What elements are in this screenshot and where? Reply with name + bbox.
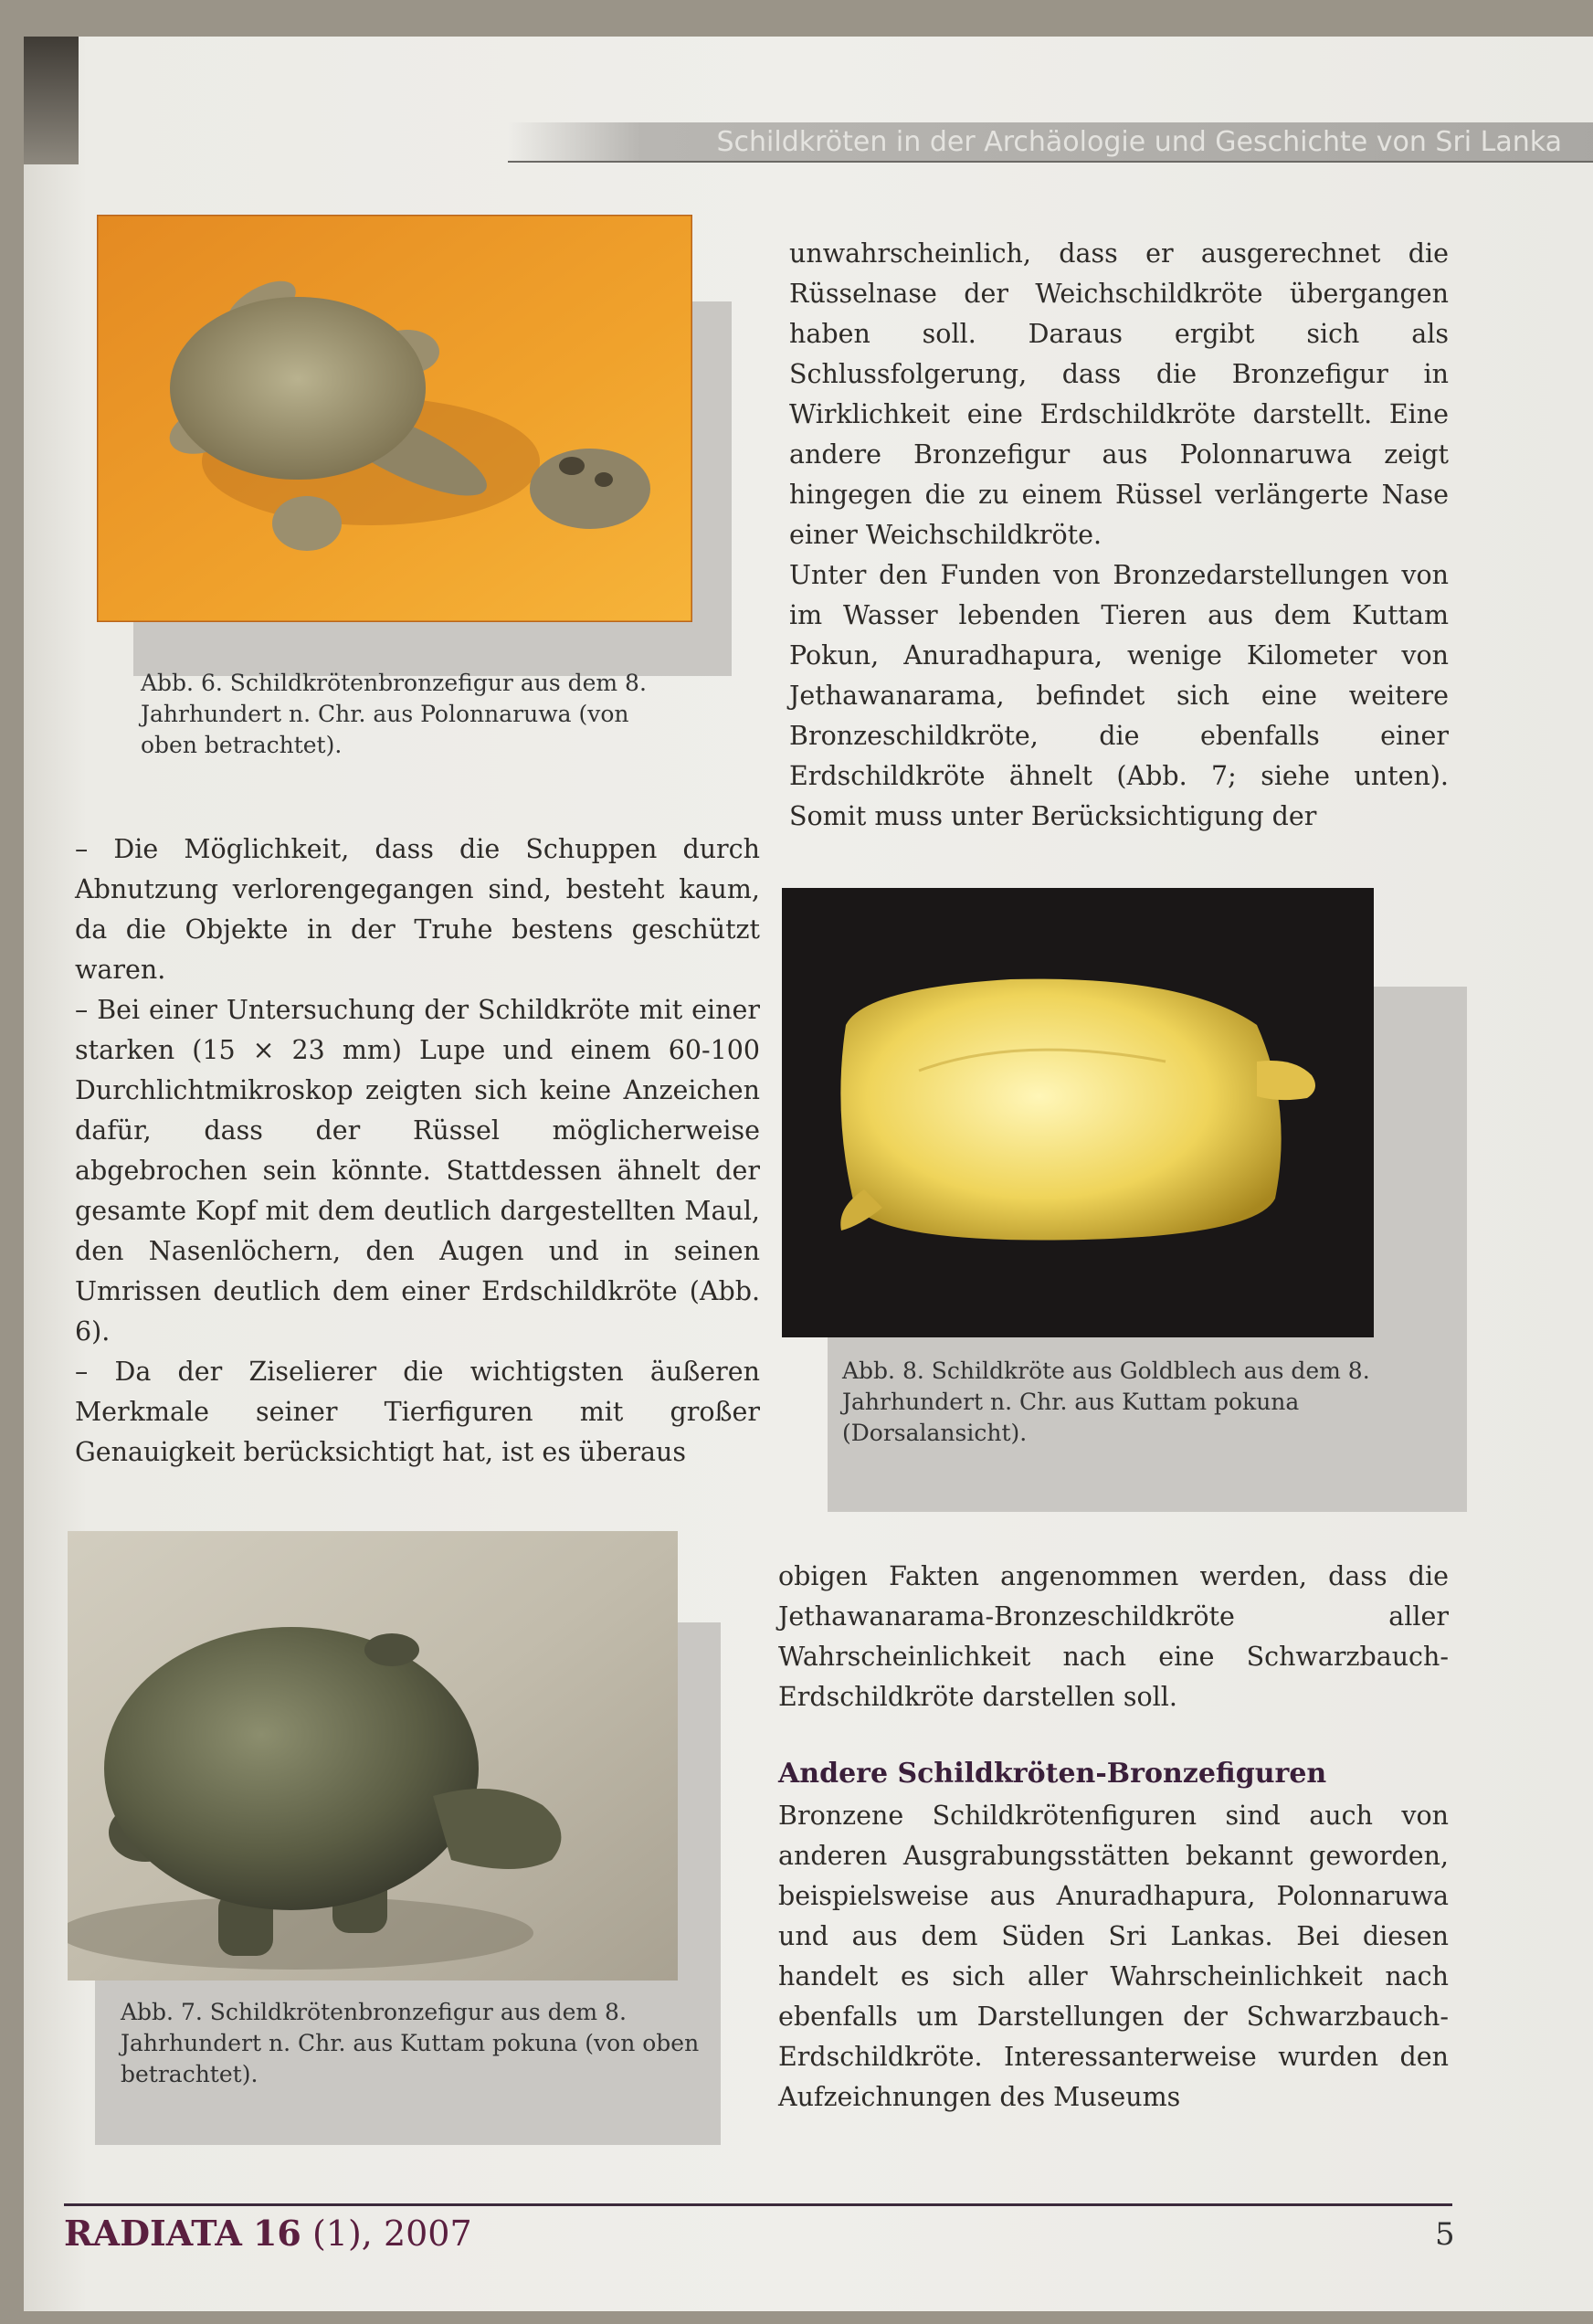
- paragraph: – Bei einer Untersuchung der Schildkröte mit einer starken (15 × 23 mm) Lupe und einem 60-100 Durchlichtmikroskop zeigten sich keine Anzeichen dafür, dass der Rüssel möglicherweise abgebrochen sein könnte. Stattdessen ähnelt der gesamte Kopf mit dem deutlich dargestellten Maul, den Nasenlöchern, den Augen und in seinen Umrissen deutlich dem einer Erdschildkröte (Abb. 6).: [75, 995, 760, 1347]
- section-heading: Andere Schildkröten-Bronzefiguren: [778, 1758, 1327, 1790]
- right-column-top: [789, 234, 1449, 837]
- running-title: Schildkröten in der Archäologie und Geschichte von Sri Lanka: [716, 126, 1562, 158]
- left-column-mid: [75, 829, 760, 1473]
- paragraph: obigen Fakten angenommen werden, dass die Jethawanarama-Bronzeschildkröte aller Wahrscheinlichkeit nach eine Schwarzbauch-Erdschildkröte darstellen soll.: [778, 1561, 1449, 1712]
- journal-name: RADIATA: [64, 2213, 242, 2254]
- photo-bronze-turtle-polonnaruwa: [97, 215, 692, 622]
- caption-abb6: Abb. 6. Schildkrötenbronzefigur aus dem 8. Jahrhundert n. Chr. aus Polonnaruwa (von oben betrachtet).: [141, 670, 647, 758]
- paragraph: unwahrscheinlich, dass er ausgerechnet die Rüsselnase der Weichschildkröte übergangen haben soll. Daraus ergibt sich als Schlussfolgerung, dass die Bronzefigur in Wirklichkeit eine Erdschildkröte darstellt. Eine andere Bronzefigur aus Polonnaruwa zeigt hingegen die zu einem Rüssel verlängerte Nase einer Weichschildkröte.: [789, 238, 1449, 550]
- paragraph: Unter den Funden von Bronzedarstellungen von im Wasser lebenden Tieren aus dem Kuttam Pokun, Anuradhapura, wenige Kilometer von Jethawanarama, befindet sich eine weitere Bronzeschildkröte, die ebenfalls einer Erdschildkröte ähnelt (Abb. 7; siehe unten). Somit muss unter Berücksichtigung der: [789, 560, 1449, 831]
- book-binding-shadow: [24, 37, 79, 164]
- journal-volume: 16: [252, 2213, 301, 2254]
- photo-bronze-turtle-kuttam-pokuna: [68, 1531, 678, 1981]
- caption-abb7: Abb. 7. Schildkrötenbronzefigur aus dem 8. Jahrhundert n. Chr. aus Kuttam pokuna (von oben betrachtet).: [121, 1999, 700, 2087]
- paragraph: Bronzene Schildkrötenfiguren sind auch von anderen Ausgrabungsstätten bekannt geworden, beispielsweise aus Anuradhapura, Polonnaruwa und aus dem Süden Sri Lankas. Bei diesen handelt es sich aller Wahrscheinlichkeit nach ebenfalls um Darstellungen der Schwarzbauch-Erdschildkröte. Interessanterweise wurden den Aufzeichnungen des Museums: [778, 1801, 1449, 2112]
- footer-rule: [64, 2203, 1452, 2206]
- right-column-bottom: [778, 1557, 1449, 2118]
- page-number: 5: [1435, 2216, 1455, 2253]
- footer-citation: [64, 2213, 472, 2254]
- paragraph: – Da der Ziselierer die wichtigsten äußeren Merkmale seiner Tierfiguren mit großer Genauigkeit berücksichtigt hat, ist es überaus: [75, 1357, 760, 1467]
- page: [24, 37, 1593, 2311]
- photo-gold-turtle-kuttam-pokuna: [782, 888, 1374, 1337]
- journal-issue-year: (1), 2007: [311, 2213, 472, 2254]
- running-header: [508, 122, 1593, 163]
- paragraph: – Die Möglichkeit, dass die Schuppen durch Abnutzung verlorengegangen sind, besteht kaum, da die Objekte in der Truhe bestens geschützt waren.: [75, 834, 760, 985]
- caption-abb8: Abb. 8. Schildkröte aus Goldblech aus dem 8. Jahrhundert n. Chr. aus Kuttam pokuna (Dorsalansicht).: [842, 1357, 1370, 1446]
